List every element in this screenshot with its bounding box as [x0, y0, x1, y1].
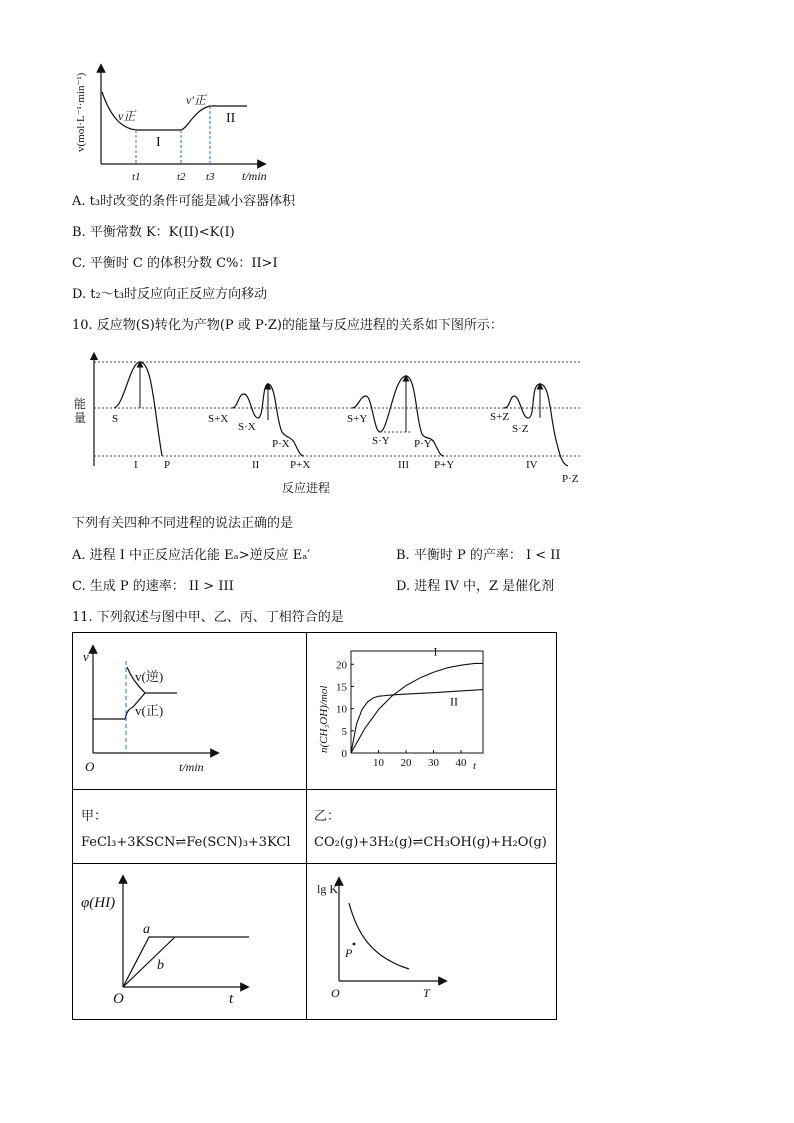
q10-question: 下列有关四种不同进程的说法正确的是: [72, 516, 294, 531]
yi-series-line-2: [351, 690, 483, 753]
bing-xlabel: t: [229, 991, 234, 1007]
q9-option-a: A. t₃时改变的条件可能是减小容器体积: [72, 194, 296, 209]
yi-series-label-1: I: [433, 644, 438, 659]
label-S-dot-X: S·X: [238, 421, 256, 433]
yi-series-label-2: II: [450, 694, 458, 709]
tick-t3: t3: [206, 171, 215, 183]
energy-xlabel: 反应进程: [282, 481, 331, 495]
label-I: I: [134, 459, 138, 471]
label-S-dot-Z: S·Z: [512, 423, 529, 435]
q10-option-a: A. 进程 I 中正反应活化能 Eₐ>逆反应 Eₐ′: [72, 548, 311, 563]
tick-t2: t2: [177, 171, 186, 183]
q10-option-d: D. 进程 IV 中，Z 是催化剂: [396, 579, 555, 594]
energy-ylabel-1: 能: [74, 397, 87, 411]
jia-caption: 甲：: [81, 809, 108, 824]
jia-equation: FeCl₃+3KSCN⇌Fe(SCN)₃+3KCl: [81, 835, 291, 850]
label-P-dot-X: P·X: [272, 438, 290, 450]
label-P-plus-Y: P+Y: [434, 459, 455, 471]
yi-ytick-label: 10: [336, 703, 347, 716]
label-III: III: [398, 459, 409, 471]
label-S-plus-Y: S+Y: [347, 413, 368, 425]
curve-process-1: [114, 362, 162, 456]
jia-xlabel: t/min: [179, 760, 204, 774]
yi-equation: CO₂(g)+3H₂(g)⇌CH₃OH(g)+H₂O(g): [314, 835, 547, 850]
bing-origin: O: [113, 991, 124, 1007]
chart-yi: [313, 641, 493, 783]
ding-origin: O: [331, 986, 340, 1000]
region-1: I: [156, 135, 161, 150]
yi-ylabel: n(CH₃OH)/mol: [318, 685, 330, 753]
label-S-plus-Z: S+Z: [490, 411, 510, 423]
q10-option-b: B. 平衡时 P 的产率： I < II: [396, 548, 561, 563]
jia-label-ni: v(逆): [135, 669, 164, 684]
ding-point: P: [345, 946, 353, 960]
yi-xtick-label: 40: [455, 757, 467, 769]
q10-stem: 10. 反应物(S)转化为产物(P 或 P·Z)的能量与反应进程的关系如下图所示：: [72, 318, 503, 333]
bing-ylabel: φ(HI): [81, 895, 116, 911]
jia-label-zheng: v(正): [135, 703, 164, 718]
label-v-zheng-prime: v′正: [186, 93, 206, 107]
yi-xtick-label: 10: [373, 757, 384, 769]
q9-option-c: C. 平衡时 C 的体积分数 C%：II>I: [72, 256, 278, 271]
label-P-dot-Z: P·Z: [562, 473, 579, 485]
yi-xtick-label: 30: [428, 757, 439, 769]
yi-plot-frame: [351, 651, 483, 753]
top-rate-chart: [70, 60, 280, 190]
label-II: II: [252, 459, 260, 471]
yi-xtick-label: 20: [400, 757, 412, 769]
yi-ytick-label: 0: [341, 748, 347, 760]
yi-ytick-label: 5: [341, 725, 347, 738]
label-IV: IV: [526, 459, 538, 471]
label-v-zheng: v正: [118, 109, 136, 123]
chart-bing: [79, 871, 299, 1015]
label-S-plus-X: S+X: [208, 413, 229, 425]
jia-origin: O: [85, 759, 95, 774]
ding-xlabel: T: [423, 986, 430, 1000]
label-S-dot-Y: S·Y: [372, 435, 390, 447]
label-P: P: [164, 459, 171, 471]
chart-jia: [79, 641, 299, 783]
energy-diagram: [72, 350, 592, 498]
label-P-dot-Y: P·Y: [414, 438, 432, 450]
jia-ylabel: v: [83, 649, 89, 664]
q9-option-b: B. 平衡常数 K：K(II)<K(I): [72, 225, 235, 240]
yi-ytick-label: 20: [336, 659, 347, 672]
yi-xlabel: t: [473, 760, 477, 772]
label-S: S: [112, 413, 119, 425]
yi-ytick-label: 15: [336, 681, 347, 694]
label-P-plus-X: P+X: [290, 459, 311, 471]
region-2: II: [226, 111, 236, 126]
tick-t1: t1: [132, 171, 141, 183]
q9-option-d: D. t₂～t₃时反应向正反应方向移动: [72, 287, 268, 302]
chart-ding: [313, 871, 483, 1015]
yi-series-line-1: [351, 663, 483, 753]
x-axis-label: t/min: [242, 169, 267, 183]
bing-curve-b: b: [157, 958, 164, 973]
yi-caption: 乙：: [314, 809, 341, 824]
ding-ylabel: lg K: [317, 882, 338, 896]
q10-option-c: C. 生成 P 的速率： II > III: [72, 579, 234, 594]
bing-curve-a: a: [143, 922, 150, 937]
q11-stem: 11. 下列叙述与图中甲、乙、丙、丁相符合的是: [72, 610, 344, 625]
energy-ylabel-2: 量: [74, 411, 87, 425]
q11-figure-table: [72, 632, 557, 1020]
y-axis-label: v(mol·L⁻¹·min⁻¹): [75, 72, 87, 152]
